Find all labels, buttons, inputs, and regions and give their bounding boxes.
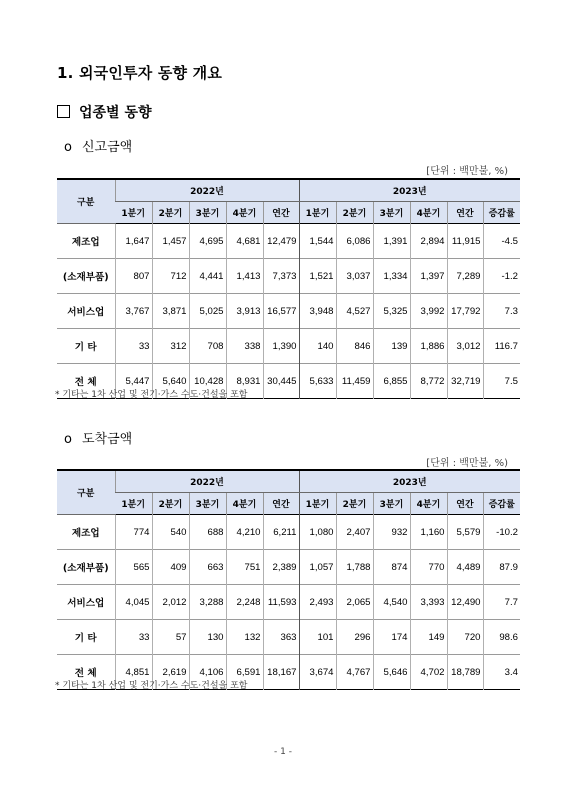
table-cell: 1,457 (152, 224, 189, 259)
table-cell: 1,080 (299, 515, 336, 550)
table-cell: -1.2 (483, 259, 520, 294)
table-cell: 12,490 (447, 585, 483, 620)
table-cell: 6,591 (226, 655, 263, 690)
header-col-2023: 1분기 (299, 202, 336, 224)
header-col-2023: 3분기 (373, 493, 410, 515)
header-col-2023: 연간 (447, 493, 483, 515)
table-cell: 2,493 (299, 585, 336, 620)
table-cell: 149 (410, 620, 447, 655)
table-cell: 4,106 (189, 655, 226, 690)
table-cell: 807 (115, 259, 152, 294)
table-cell: 4,767 (336, 655, 373, 690)
table-cell: 1,413 (226, 259, 263, 294)
table-cell: 11,459 (336, 364, 373, 399)
row-label: 서비스업 (67, 307, 105, 318)
table-row (57, 620, 520, 655)
table-cell: 846 (336, 329, 373, 364)
table-cell: 2,389 (263, 550, 299, 585)
table-cell: 663 (189, 550, 226, 585)
table-cell: 174 (373, 620, 410, 655)
table-cell: 17,792 (447, 294, 483, 329)
table-footnote: * 기타는 1차 산업 및 전기·가스 수도·건설을 포함 (55, 390, 248, 400)
table-cell: 11,915 (447, 224, 483, 259)
table-cell: 2,894 (410, 224, 447, 259)
table-cell: 4,210 (226, 515, 263, 550)
header-col-2023: 4분기 (410, 202, 447, 224)
header-col-2022: 연간 (263, 202, 299, 224)
table-cell: 6,211 (263, 515, 299, 550)
circle-bullet-icon: o (64, 140, 72, 155)
header-year-2022: 2022년 (115, 470, 299, 493)
table-cell: 338 (226, 329, 263, 364)
table-cell: -10.2 (483, 515, 520, 550)
table-cell: 140 (299, 329, 336, 364)
header-col-2022: 2분기 (152, 493, 189, 515)
table-cell: 5,025 (189, 294, 226, 329)
table-cell: 7.3 (483, 294, 520, 329)
table-cell: 2,248 (226, 585, 263, 620)
row-label: 제조업 (71, 528, 100, 539)
header-row-label: 구분 (57, 470, 115, 515)
table-cell: 130 (189, 620, 226, 655)
header-col-2022: 4분기 (226, 202, 263, 224)
table-cell: 101 (299, 620, 336, 655)
table-cell: 8,931 (226, 364, 263, 399)
table-cell: 774 (115, 515, 152, 550)
table-cell: 1,390 (263, 329, 299, 364)
table-cell: 1,886 (410, 329, 447, 364)
table-cell: 296 (336, 620, 373, 655)
table-cell: 16,577 (263, 294, 299, 329)
table-cell: 2,619 (152, 655, 189, 690)
row-label: 기 타 (74, 633, 97, 644)
table-cell: 33 (115, 329, 152, 364)
header-col-2022: 3분기 (189, 493, 226, 515)
table-cell: 874 (373, 550, 410, 585)
table-cell: 3,037 (336, 259, 373, 294)
header-year-2022: 2022년 (115, 179, 299, 202)
table-cell: 4,489 (447, 550, 483, 585)
table-cell: 770 (410, 550, 447, 585)
row-label: (소재부품) (62, 563, 109, 574)
table-row (57, 515, 520, 550)
table-cell: 4,540 (373, 585, 410, 620)
table-cell: 712 (152, 259, 189, 294)
table-cell: 4,702 (410, 655, 447, 690)
table-cell: 4,695 (189, 224, 226, 259)
table-cell: 3,393 (410, 585, 447, 620)
table-cell: 4,681 (226, 224, 263, 259)
header-col-2023: 4분기 (410, 493, 447, 515)
header-col-2023: 증감률 (483, 202, 520, 224)
header-col-2022: 2분기 (152, 202, 189, 224)
table-cell: 1,160 (410, 515, 447, 550)
table-cell: 11,593 (263, 585, 299, 620)
table-cell: 10,428 (189, 364, 226, 399)
table-cell: 5,633 (299, 364, 336, 399)
table-cell: 30,445 (263, 364, 299, 399)
table-cell: 57 (152, 620, 189, 655)
table-cell: 3,913 (226, 294, 263, 329)
header-year-2023: 2023년 (299, 179, 520, 202)
table-cell: 2,065 (336, 585, 373, 620)
header-col-2022: 1분기 (115, 493, 152, 515)
table-cell: 1,391 (373, 224, 410, 259)
table-cell: 409 (152, 550, 189, 585)
table-cell: 4,851 (115, 655, 152, 690)
table-cell: 540 (152, 515, 189, 550)
table-cell: 1,057 (299, 550, 336, 585)
table-cell: 3,767 (115, 294, 152, 329)
header-col-2022: 1분기 (115, 202, 152, 224)
row-label: 전 체 (74, 668, 97, 679)
table-cell: 1,521 (299, 259, 336, 294)
table-cell: 1,647 (115, 224, 152, 259)
row-label: 서비스업 (67, 598, 105, 609)
table-cell: 3,871 (152, 294, 189, 329)
table-cell: 7.7 (483, 585, 520, 620)
header-col-2022: 3분기 (189, 202, 226, 224)
table-cell: 7.5 (483, 364, 520, 399)
table-cell: 720 (447, 620, 483, 655)
table-row (57, 329, 520, 364)
table-cell: 2,407 (336, 515, 373, 550)
table-cell: 708 (189, 329, 226, 364)
table-cell: 363 (263, 620, 299, 655)
header-col-2023: 연간 (447, 202, 483, 224)
table-cell: 33 (115, 620, 152, 655)
table-cell: 3,992 (410, 294, 447, 329)
row-label: 제조업 (71, 237, 100, 248)
table-cell: 1,544 (299, 224, 336, 259)
header-col-2023: 증감률 (483, 493, 520, 515)
table-row (57, 259, 520, 294)
table-cell: 3,948 (299, 294, 336, 329)
table-cell: 7,289 (447, 259, 483, 294)
arrived-amount-table (57, 469, 520, 690)
table-cell: 12,479 (263, 224, 299, 259)
header-col-2023: 3분기 (373, 202, 410, 224)
unit-label: [단위 : 백만불, %) (426, 166, 508, 177)
table-cell: 688 (189, 515, 226, 550)
subtitle-reported (64, 136, 132, 155)
table-cell: 87.9 (483, 550, 520, 585)
table-cell: -4.5 (483, 224, 520, 259)
table-cell: 5,646 (373, 655, 410, 690)
table-cell: 1,788 (336, 550, 373, 585)
table-footnote: * 기타는 1차 산업 및 전기·가스 수도·건설을 포함 (55, 681, 248, 691)
table-cell: 3,674 (299, 655, 336, 690)
subtitle-text: 도착금액 (81, 432, 133, 447)
table-cell: 932 (373, 515, 410, 550)
section-heading-text: 업종별 동향 (79, 105, 152, 121)
table-row (57, 294, 520, 329)
table-cell: 5,325 (373, 294, 410, 329)
header-row-label: 구분 (57, 179, 115, 224)
table-cell: 18,167 (263, 655, 299, 690)
table-cell: 3,012 (447, 329, 483, 364)
page-heading: 1. 외국인투자 동향 개요 (57, 64, 223, 82)
table-row (57, 585, 520, 620)
table-cell: 5,579 (447, 515, 483, 550)
table-row (57, 550, 520, 585)
row-label: 기 타 (74, 342, 97, 353)
reported-amount-table (57, 178, 520, 399)
header-col-2023: 1분기 (299, 493, 336, 515)
header-col-2023: 2분기 (336, 493, 373, 515)
table-cell: 7,373 (263, 259, 299, 294)
table-cell: 751 (226, 550, 263, 585)
table-cell: 4,527 (336, 294, 373, 329)
row-label: 전 체 (74, 377, 97, 388)
table-cell: 4,441 (189, 259, 226, 294)
table-cell: 6,086 (336, 224, 373, 259)
table-cell: 2,012 (152, 585, 189, 620)
row-label: (소재부품) (62, 272, 109, 283)
table-cell: 132 (226, 620, 263, 655)
table-cell: 565 (115, 550, 152, 585)
table-cell: 312 (152, 329, 189, 364)
table-cell: 139 (373, 329, 410, 364)
table-row (57, 224, 520, 259)
table-cell: 98.6 (483, 620, 520, 655)
table-cell: 18,789 (447, 655, 483, 690)
table-cell: 1,334 (373, 259, 410, 294)
subtitle-arrived (64, 428, 132, 447)
table-cell: 4,045 (115, 585, 152, 620)
header-year-2023: 2023년 (299, 470, 520, 493)
table-cell: 8,772 (410, 364, 447, 399)
header-col-2023: 2분기 (336, 202, 373, 224)
table-cell: 32,719 (447, 364, 483, 399)
table-cell: 5,640 (152, 364, 189, 399)
header-col-2022: 연간 (263, 493, 299, 515)
table-cell: 116.7 (483, 329, 520, 364)
table-cell: 3.4 (483, 655, 520, 690)
circle-bullet-icon: o (64, 432, 72, 447)
table-cell: 3,288 (189, 585, 226, 620)
table-cell: 6,855 (373, 364, 410, 399)
section-heading (57, 102, 152, 122)
checkbox-square-icon (57, 105, 70, 118)
subtitle-text: 신고금액 (81, 140, 133, 155)
unit-label: [단위 : 백만불, %) (426, 458, 508, 469)
table-cell: 5,447 (115, 364, 152, 399)
table-cell: 1,397 (410, 259, 447, 294)
header-col-2022: 4분기 (226, 493, 263, 515)
page-number: - 1 - (274, 747, 292, 757)
